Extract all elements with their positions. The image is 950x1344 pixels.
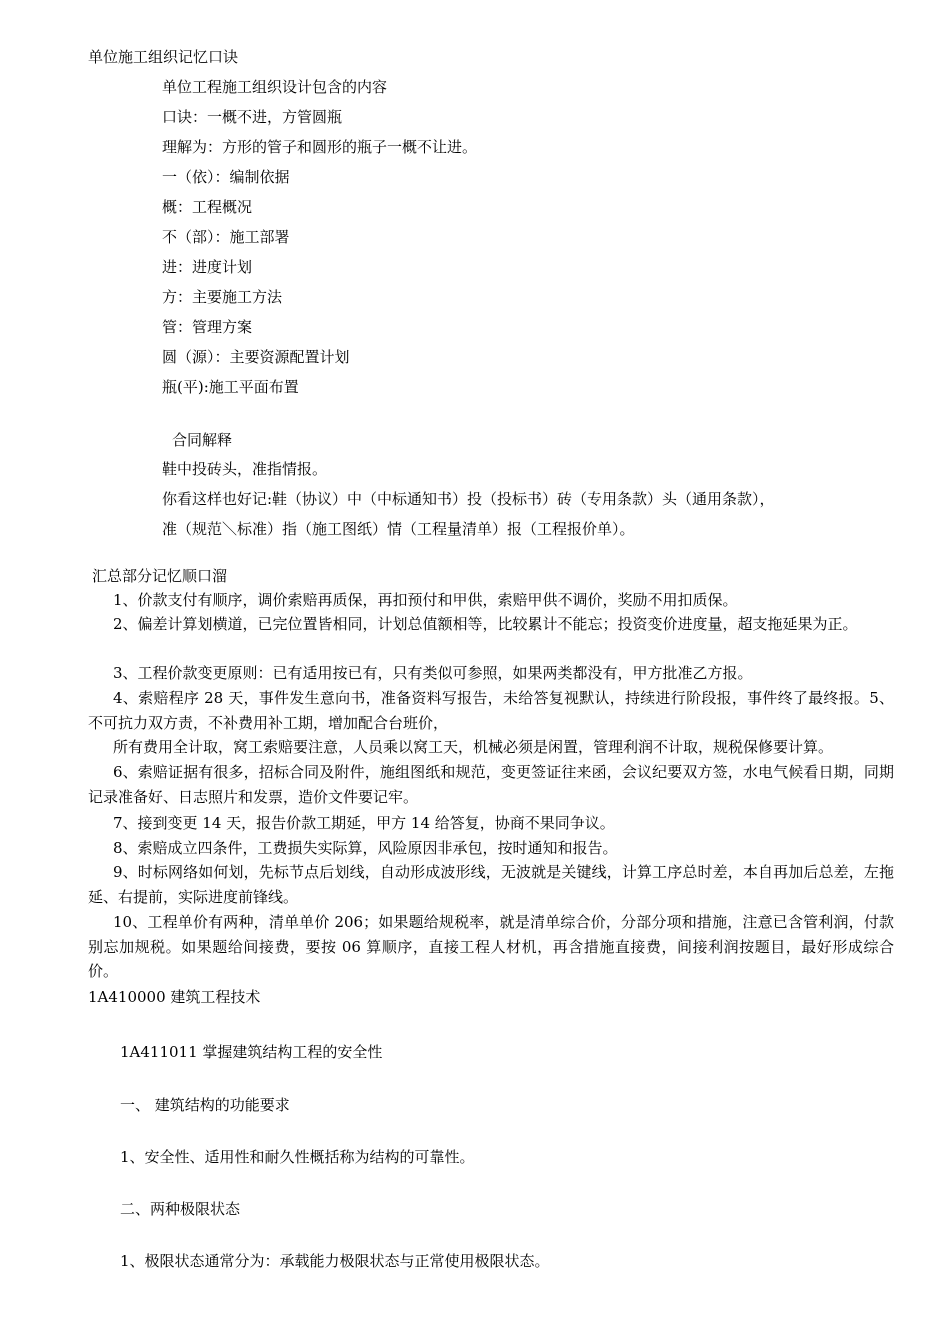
summary-paragraph	[88, 686, 894, 735]
summary-paragraph	[88, 910, 894, 984]
design-item: 概：工程概况	[162, 198, 253, 216]
summary-paragraph	[88, 860, 894, 909]
section-heading: 1A411011 掌握建筑结构工程的安全性	[120, 1043, 383, 1061]
chapter-heading: 1A410000 建筑工程技术	[88, 988, 261, 1006]
contract-explain: 准（规范＼标准）指（施工图纸）情（工程量清单）报（工程报价单）。	[162, 520, 635, 538]
design-item: 不（部）：施工部署	[162, 228, 290, 246]
summary-text: 3、工程价款变更原则：已有适用按已有，只有类似可参照，如果两类都没有，甲方批准乙方报。	[113, 664, 753, 682]
summary-heading: 汇总部分记忆顺口溜	[92, 567, 228, 585]
design-heading: 单位工程施工组织设计包含的内容	[162, 78, 388, 96]
design-item: 管：管理方案	[162, 318, 253, 336]
design-item: 进：进度计划	[162, 258, 253, 276]
summary-paragraph	[88, 735, 894, 760]
summary-text: 1、价款支付有顺序，调价索赔再质保，再扣预付和甲供，索赔甲供不调价，奖励不用扣质保。	[113, 591, 738, 609]
subsection-heading: 二、两种极限状态	[120, 1200, 241, 1218]
contract-mnemonic: 鞋中投砖头，准指情报。	[162, 460, 328, 478]
contract-heading: 合同解释	[172, 431, 233, 449]
body-text: 1、安全性、适用性和耐久性概括称为结构的可靠性。	[120, 1148, 475, 1166]
summary-text: 8、索赔成立四条件，工费损失实际算，风险原因非承包，按时通知和报告。	[113, 839, 618, 857]
page-title: 单位施工组织记忆口诀	[88, 48, 239, 66]
design-item: 方：主要施工方法	[162, 288, 283, 306]
subsection-heading: 一、 建筑结构的功能要求	[120, 1096, 290, 1114]
summary-text: 9、时标网络如何划，先标节点后划线，自动形成波形线，无波就是关键线，计算工序总时差，本自再加后总差，左拖延、右提前，实际进度前锋线。	[88, 863, 894, 906]
summary-text: 7、接到变更 14 天，报告价款工期延，甲方 14 给答复，协商不果同争议。	[113, 814, 615, 832]
summary-paragraph	[88, 588, 894, 613]
design-meaning: 理解为：方形的管子和圆形的瓶子一概不让进。	[162, 138, 478, 156]
body-text: 1、极限状态通常分为：承载能力极限状态与正常使用极限状态。	[120, 1252, 550, 1270]
design-item: 瓶(平):施工平面布置	[162, 378, 299, 396]
design-item: 圆（源）：主要资源配置计划	[162, 348, 350, 366]
summary-paragraph	[88, 760, 894, 809]
summary-text: 10、工程单价有两种，清单单价 206；如果题给规税率，就是清单综合价，分部分项和措施，注意已含管利润，付款别忘加规税。如果题给间接费，要按 06 算顺序，直接工程人材机，再含措施直接费，间接利润按题目，最好形成综合价。	[88, 913, 894, 980]
summary-paragraph	[88, 661, 894, 686]
summary-text: 6、索赔证据有很多，招标合同及附件，施组图纸和规范，变更签证往来函，会议纪要双方签，水电气候看日期，同期记录准备好、日志照片和发票，造价文件要记牢。	[88, 763, 894, 806]
summary-text: 4、索赔程序 28 天，事件发生意向书，准备资料写报告，未给答复视默认，持续进行阶段报，事件终了最终报。5、不可抗力双方责，不补费用补工期，增加配合台班价，	[88, 689, 894, 732]
summary-paragraph	[88, 612, 894, 637]
contract-explain: 你看这样也好记:鞋（协议）中（中标通知书）投（投标书）砖（专用条款）头（通用条款），	[162, 490, 775, 508]
design-mnemonic: 口诀：一概不进，方管圆瓶	[162, 108, 343, 126]
summary-text: 2、偏差计算划横道，已完位置皆相同，计划总值额相等，比较累计不能忘；投资变价进度量，超支拖延果为正。	[113, 615, 858, 633]
summary-paragraph	[88, 811, 894, 836]
design-item: 一（依）：编制依据	[162, 168, 290, 186]
summary-text: 所有费用全计取，窝工索赔要注意，人员乘以窝工天，机械必须是闲置，管理利润不计取，规税保修要计算。	[113, 738, 834, 756]
summary-paragraph	[88, 836, 894, 861]
